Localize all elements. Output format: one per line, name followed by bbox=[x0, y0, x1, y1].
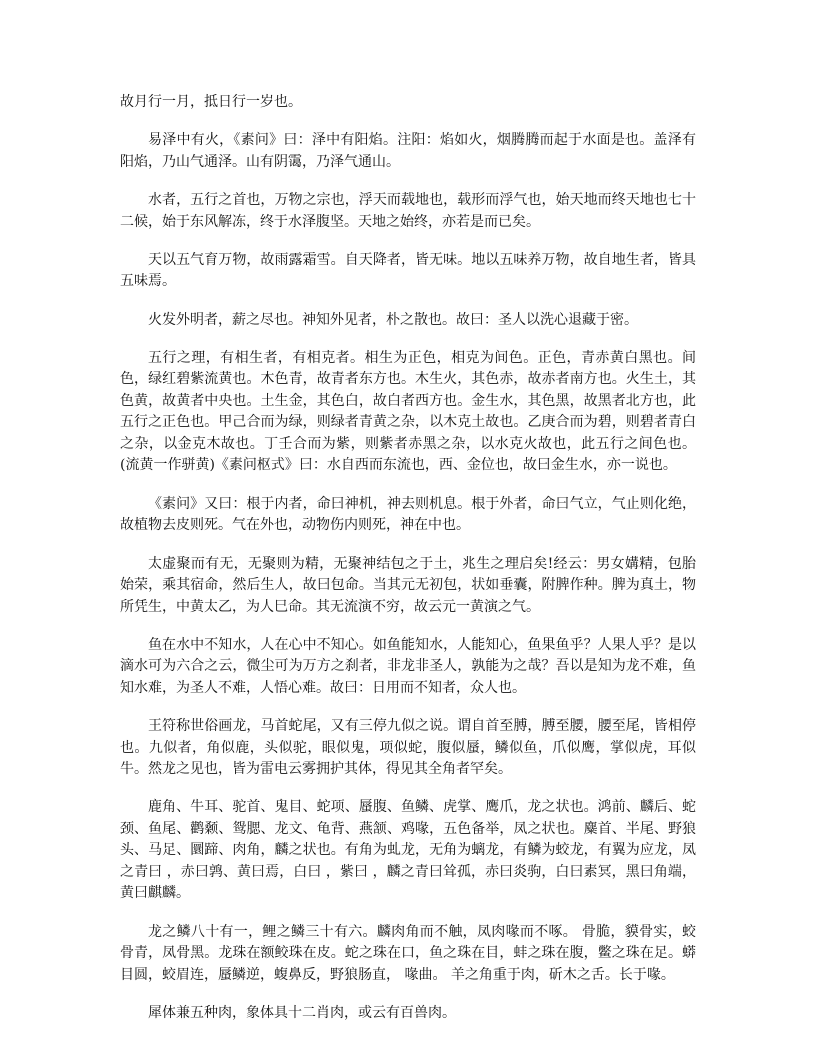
paragraph-7: 《素问》又曰：根于内者，命曰神机，神去则机息。根于外者，命曰气立，气止则化绝，故植物去皮则死。气在外也，动物伤内则死，神在中也。 bbox=[120, 495, 696, 534]
paragraph-4: 天以五气育万物，故雨露霜雪。自天降者，皆无味。地以五味养万物，故自地生者，皆具五味焉。 bbox=[120, 251, 696, 290]
paragraph-12: 龙之鳞八十有一，鲤之鳞三十有六。麟肉角而不触，凤肉喙而不啄。 骨脆，貘骨实，蛟骨青，凤骨黑。龙珠在额鲛珠在皮。蛇之珠在口，鱼之珠在目，蚌之珠在腹，鳖之珠在足。蟒目圆，蛟眉连，蜃鳞逆，蝮鼻反，野狼肠直， 喙曲。 羊之角重于肉，斫木之舌。长于喙。 bbox=[120, 923, 696, 983]
paragraph-10: 王符称世俗画龙，马首蛇尾，又有三停九似之说。谓自首至膊，膊至腰，腰至尾，皆相停也。九似者，角似鹿，头似驼，眼似鬼，项似蛇，腹似蜃，鳞似鱼，爪似鹰，掌似虎，耳似牛。然龙之见也，皆为雷电云雾拥护其体，得见其全角者罕矣。 bbox=[120, 718, 696, 778]
paragraph-1: 故月行一月，抵日行一岁也。 bbox=[120, 94, 302, 110]
paragraph-9: 鱼在水中不知水，人在心中不知心。如鱼能知水，人能知心，鱼果鱼乎？人果人乎？是以滴水可为六合之云，微尘可为万方之刹者，非龙非圣人，孰能为之哉？吾以是知为龙不难，鱼知水难，为圣人不难，人悟心难。故曰：日用而不知者，众人也。 bbox=[120, 636, 696, 696]
paragraph-5: 火发外明者，薪之尽也。神知外见者，朴之散也。故曰：圣人以洗心退藏于密。 bbox=[148, 311, 638, 328]
paragraph-11: 鹿角、牛耳、驼首、鬼目、蛇项、蜃腹、鱼鳞、虎掌、鹰爪，龙之状也。鸿前、麟后、蛇颈、鱼尾、鹳颡、鸳腮、龙文、龟背、燕颔、鸡喙，五色备举，凤之状也。麋首、半尾、野狼头、马足、圜蹄、肉角，麟之状也。有角为虬龙，无角为螭龙，有鳞为蛟龙，有翼为应龙，凤之青曰 ，赤曰鹑、黄曰焉，白曰 ，紫曰 ，麟之青曰耸孤，赤曰炎驹，白曰素冥，黑曰角端，黄曰麒麟。 bbox=[120, 799, 696, 902]
paragraph-13: 犀体兼五种肉，象体具十二肖肉，或云有百兽肉。 bbox=[148, 1005, 456, 1022]
paragraph-6: 五行之理，有相生者，有相克者。相生为正色，相克为间色。正色，青赤黄白黑也。间色，绿红碧紫流黄也。木色青，故青者东方也。木生火，其色赤，故赤者南方也。火生土，其色黄，故黄者中央也。土生金，其色白，故白者西方也。金生水，其色黑，故黑者北方也，此五行之正色也。甲己合而为绿，则绿者青黄之杂，以木克土故也。乙庚合而为碧，则碧者青白之杂，以金克木故也。丁壬合而为紫，则紫者赤黑之杂，以水克火故也，此五行之间色也。(流黄一作骈黄)《素问枢式》曰：水自西而东流也，西、金位也，故曰金生水，亦一说也。 bbox=[120, 349, 696, 474]
paragraph-8: 太虚聚而有无，无聚则为精，无聚神结包之于土，兆生之理启矣!经云：男女媾精，包胎始荣，乘其宿命，然后生人，故曰包命。当其元无初包，状如垂囊，附脾作种。脾为真土，物所凭生，中黄太乙，为人巳命。其无流演不穷，故云元一黄演之气。 bbox=[120, 555, 696, 615]
paragraph-2: 易泽中有火，《素问》曰：泽中有阳焰。注阳：焰如火，烟腾腾而起于水面是也。盖泽有阳焰，乃山气通泽。山有阴霭，乃泽气通山。 bbox=[120, 132, 696, 170]
document-page bbox=[120, 92, 696, 1041]
paragraph-3: 水者，五行之首也，万物之宗也，浮天而载地也，载形而浮气也，始天地而终天地也七十二候，始于东风解冻，终于水泽腹坚。天地之始终，亦若是而已矣。 bbox=[120, 192, 696, 230]
